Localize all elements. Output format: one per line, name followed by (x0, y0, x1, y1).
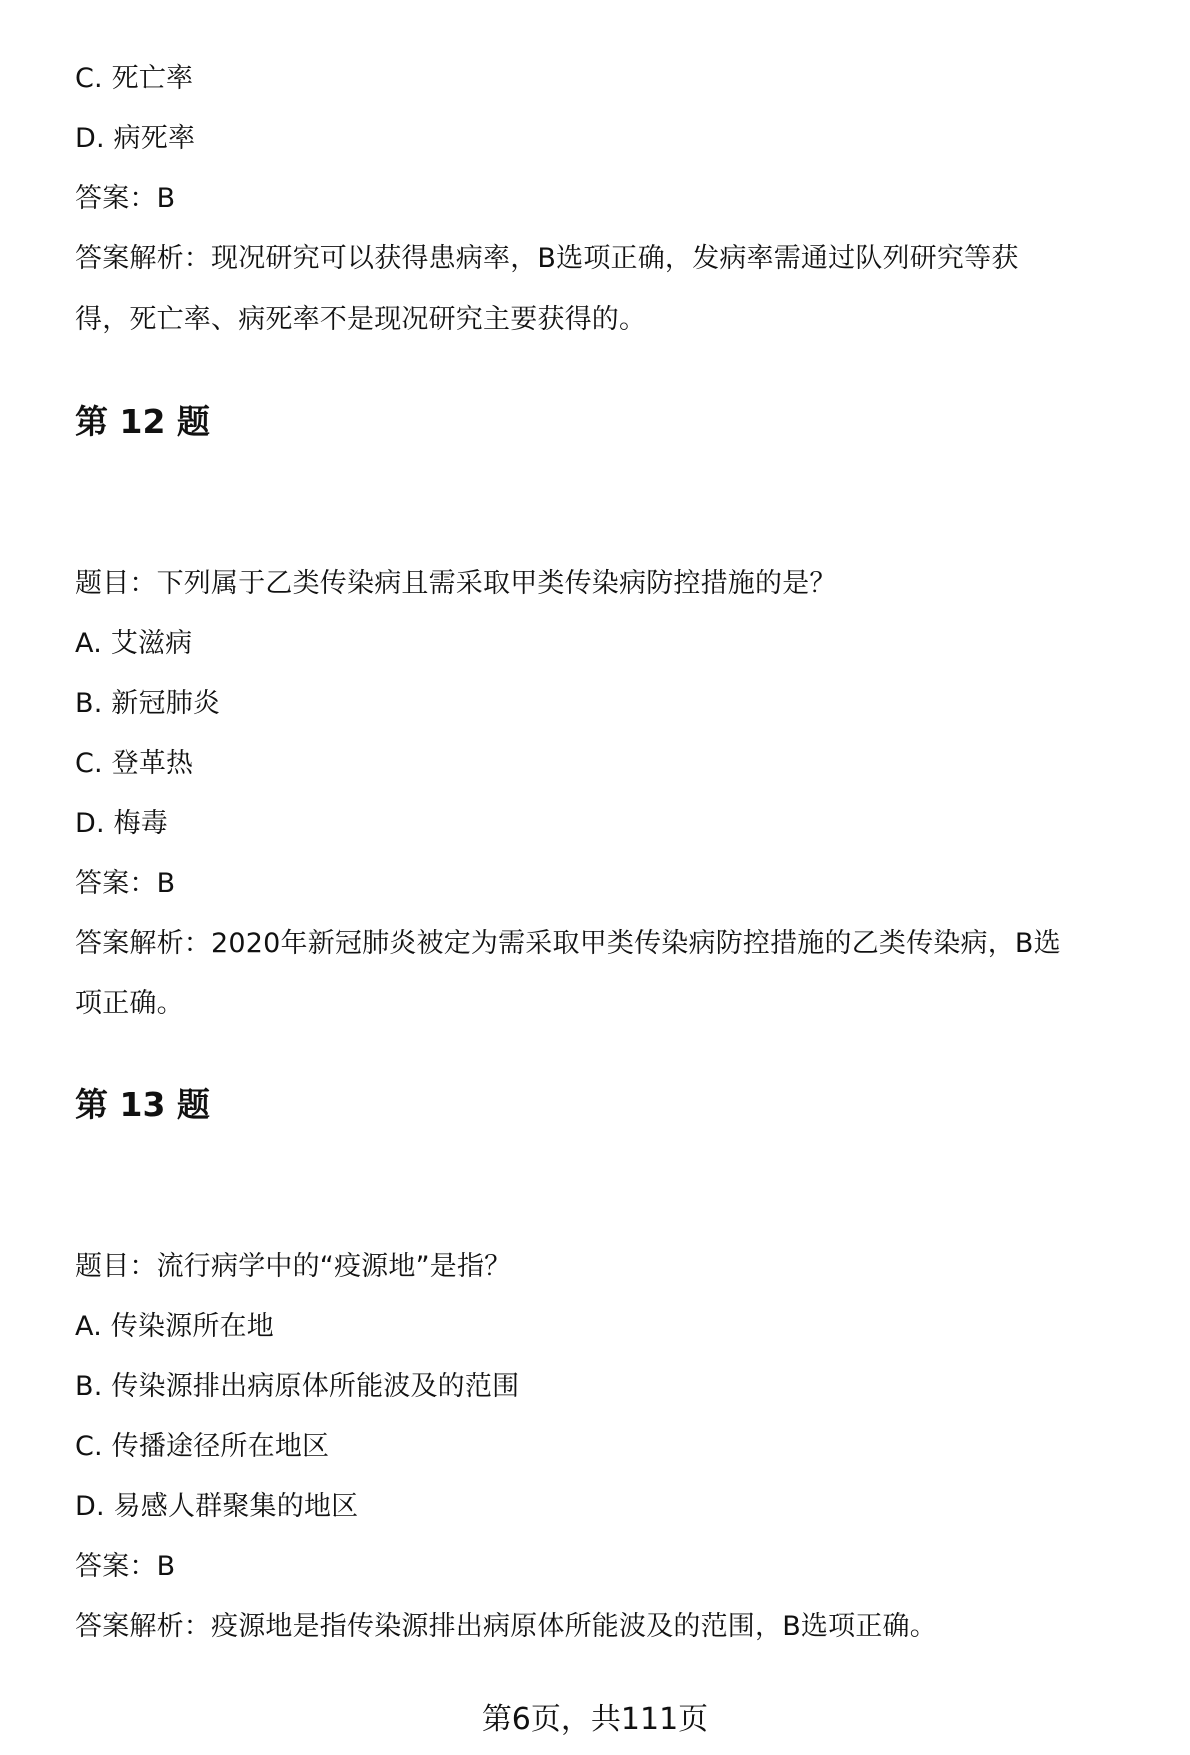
question-12-option-d: D. 梅毒 (75, 808, 168, 839)
question-13-answer: 答案：B (75, 1551, 176, 1582)
question-12-stem: 题目：下列属于乙类传染病且需采取甲类传染病防控措施的是？ (75, 568, 837, 599)
prev-answer: 答案：B (75, 183, 176, 214)
prev-explanation-line-1: 答案解析：现况研究可以获得患病率，B选项正确，发病率需通过队列研究等获 (75, 243, 1019, 274)
question-13-option-d: D. 易感人群聚集的地区 (75, 1491, 359, 1522)
question-13-explanation-line-1: 答案解析：疫源地是指传染源排出病原体所能波及的范围，B选项正确。 (75, 1611, 937, 1642)
question-12-option-a: A. 艾滋病 (75, 628, 193, 659)
page-number-footer: 第6页，共111页 (481, 1702, 709, 1737)
question-12-explanation-line-2: 项正确。 (75, 988, 184, 1019)
prev-option-d: D. 病死率 (75, 123, 196, 154)
question-12-option-b: B. 新冠肺炎 (75, 688, 221, 719)
question-13-option-b: B. 传染源排出病原体所能波及的范围 (75, 1371, 520, 1402)
prev-explanation-line-2: 得，死亡率、病死率不是现况研究主要获得的。 (75, 304, 647, 335)
question-12-option-c: C. 登革热 (75, 748, 194, 779)
question-13-option-a: A. 传染源所在地 (75, 1311, 274, 1342)
prev-option-c: C. 死亡率 (75, 63, 194, 94)
question-12-explanation-line-1: 答案解析：2020年新冠肺炎被定为需采取甲类传染病防控措施的乙类传染病，B选 (75, 928, 1061, 959)
question-12-heading: 第 12 题 (75, 402, 210, 441)
question-13-stem: 题目：流行病学中的“疫源地”是指？ (75, 1251, 512, 1282)
question-13-heading: 第 13 题 (75, 1085, 210, 1124)
question-12-answer: 答案：B (75, 868, 176, 899)
question-13-option-c: C. 传播途径所在地区 (75, 1431, 330, 1462)
